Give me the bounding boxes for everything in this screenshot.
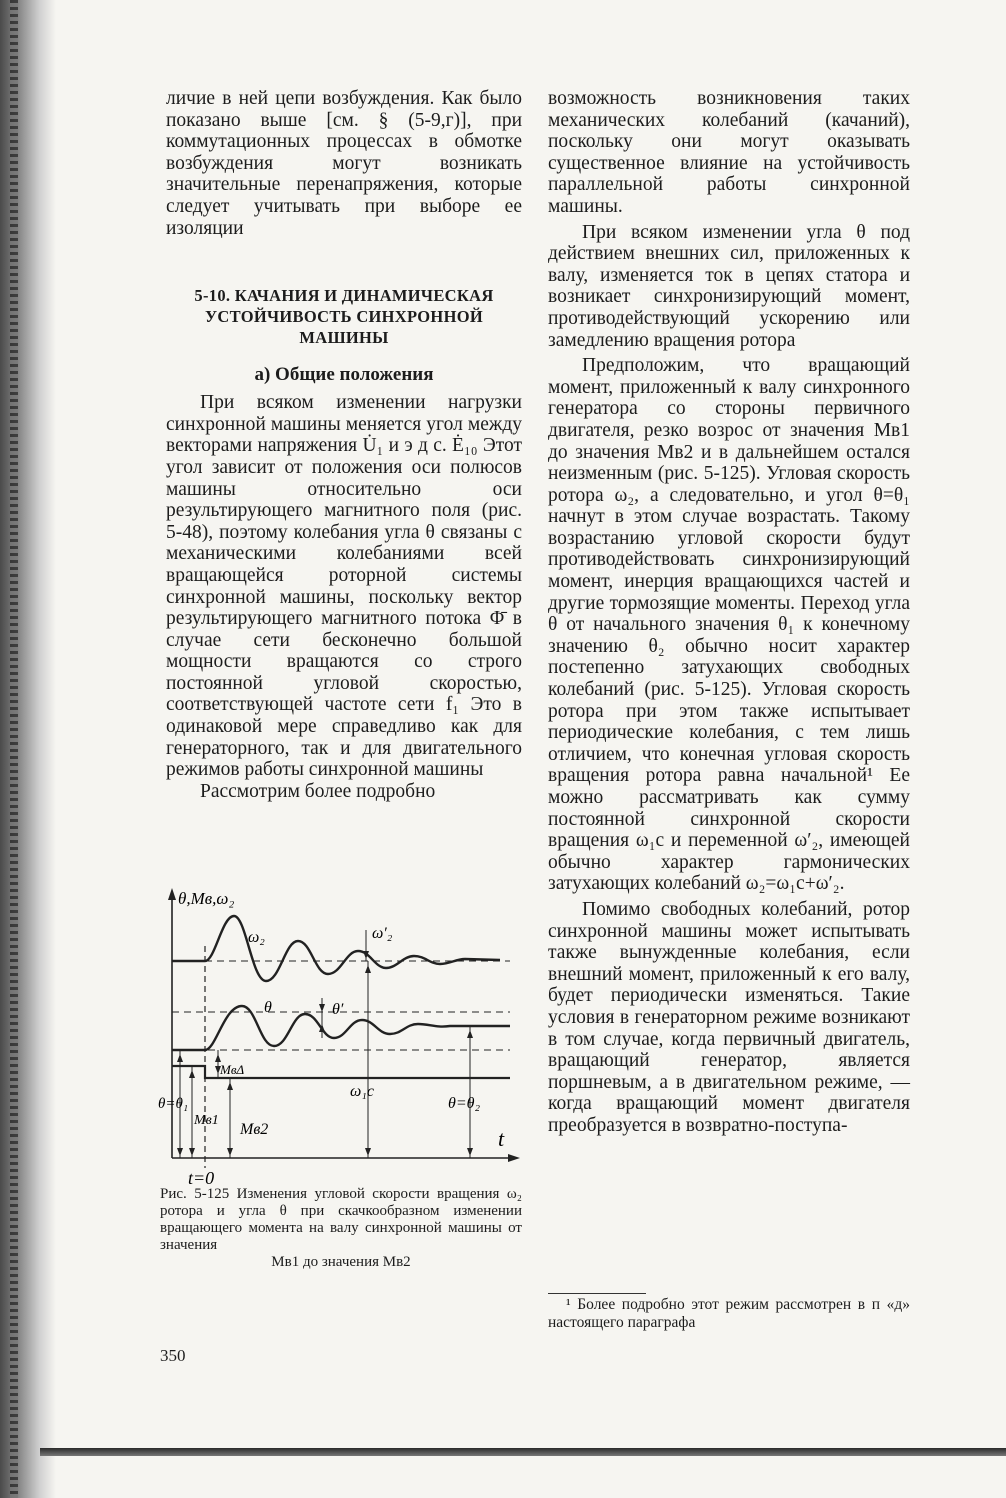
- axis-y-label: θ,Mв,ω₂: [178, 889, 235, 908]
- paragraph: При всяком изменении угла θ под действием внешних сил, приложенных к валу, изменяется ток в цепях статора и возникает синхронизирующий момент, противодействующий ускорению или замедлению вращения ротора: [548, 221, 910, 351]
- right-column: [548, 88, 910, 1137]
- caption-last-line: Mв1 до значения Mв2: [271, 1254, 411, 1270]
- arrowhead: [189, 1070, 195, 1078]
- omega2-label: ω₂: [248, 929, 265, 946]
- section-title: [166, 285, 522, 348]
- theta1-label: θ=θ₁: [158, 1096, 189, 1112]
- t-axis-arrow: [508, 1154, 520, 1162]
- paragraph: Помимо свободных колебаний, ротор синхронной машины может испытывать также вынужденные колебания, если внешний момент, приложенный к его валу, будет периодически изменяться. Такие условия в генераторном режиме возникают в том случае, когда первичный двигатель, вращающий генератор, является поршневым, а в двигательном режиме, — когда вращающий момент двигателя преобразуется в возвратно-поступа-: [548, 898, 910, 1136]
- mb2-label: Mв2: [240, 1121, 269, 1138]
- mb-delta-label: MвΔ: [220, 1062, 245, 1077]
- left-column: [166, 88, 522, 802]
- arrowhead: [177, 1054, 183, 1062]
- footnote-rule: [548, 1293, 646, 1294]
- arrowhead: [227, 1148, 233, 1156]
- theta-label: θ: [264, 999, 272, 1016]
- t0-label: t=0: [188, 1168, 215, 1188]
- footnote: ¹ Более подробно этот режим рассмотрен в п «д» настоящего параграфа: [548, 1296, 910, 1331]
- page-number: 350: [160, 1346, 186, 1365]
- figure-diagram: [158, 886, 522, 1188]
- arrowhead: [467, 1148, 473, 1156]
- theta-prime-label: θ′: [332, 1001, 344, 1018]
- omega2-curve: [172, 916, 500, 981]
- figure-5-125: [158, 886, 522, 1188]
- figure-caption: [160, 1186, 522, 1271]
- omega1c-label: ω₁с: [350, 1083, 374, 1100]
- arrowhead: [189, 1148, 195, 1156]
- axis-t-label: t: [498, 1126, 505, 1151]
- subsection-title: а) Общие положения: [254, 364, 434, 386]
- paragraph: При всяком изменении нагрузки синхронной машины меняется угол между векторами напряжения U̇₁ и э д с. Ė₁₀ Этот угол зависит от положения оси полюсов машины относительно оси результирующего магнитного поля (рис. 5-48), поэтому колебания угла θ связаны с механическими колебаниями всей вращающейся роторной системы синхронной машины, поскольку вектор результирующего магнитного потока Φ̄ в случае сети бесконечно большой мощности вращаются со строго постоянной угловой скоростью, соответствующей частоте сети f₁ Это в одинаковой мере справедливо как для генераторного, так и для двигательного режимов работы синхронной машины: [166, 392, 522, 781]
- paragraph: Предположим, что вращающий момент, приложенный к валу синхронного генератора со стороны первичного двигателя, резко возрос от значения Mв1 до значения Mв2 и в дальнейшем остался неизменным (рис. 5-125). Угловая скорость ротора ω₂, а следовательно, и угол θ=θ₁ начнут в этом случае возрастать. Такому возрастанию угловой скорости будут противодействовать синхронизирующий момент, инерция вращающихся частей и другие тормозящие моменты. Переход угла θ от начального значения θ₁ к конечному значению θ₂ обычно носит характер постепенно затухающих свободных колебаний (рис. 5-125). Угловая скорость ротора при этом также испытывает периодические колебания, с тем лишь отличием, что конечная угловая скорость вращения ротора равна начальной¹ Ее можно рассматривать как сумму постоянной синхронной скорости вращения ω₁с и переменной ω′₂, имеющей обычно характер гармонических затухающих колебаний ω₂=ω₁с+ω′₂.: [548, 355, 910, 895]
- arrowhead: [319, 1004, 325, 1012]
- arrowhead: [177, 1148, 183, 1156]
- section-title-line: УСТОЙЧИВОСТЬ СИНХРОННОЙ: [205, 307, 483, 327]
- paragraph: Рассмотрим более подробно: [200, 780, 436, 802]
- paragraph: возможность возникновения таких механических колебаний (качаний), поскольку они могут оказывать существенное влияние на устойчивость параллельной работы синхронной машины.: [548, 88, 910, 217]
- section-title-line: МАШИНЫ: [299, 328, 389, 348]
- arrowhead: [365, 1148, 371, 1156]
- arrowhead: [227, 1082, 233, 1090]
- arrowhead: [467, 1030, 473, 1038]
- theta2-label: θ=θ₂: [448, 1095, 481, 1112]
- arrowhead: [215, 1054, 221, 1062]
- caption-text: Рис. 5-125 Изменения угловой скорости вращения ω₂ ротора и угла θ при скачкообразном изменении вращающего момента на валу синхронной машины от значения: [160, 1186, 522, 1253]
- section-title-line: 5-10. КАЧАНИЯ И ДИНАМИЧЕСКАЯ: [194, 286, 494, 306]
- arrowhead: [365, 965, 371, 973]
- y-axis-arrow: [168, 888, 176, 900]
- omega2-prime-label: ω′₂: [372, 925, 393, 942]
- page-bottom-shadow: [40, 1448, 1006, 1456]
- intro-paragraph: личие в ней цепи возбуждения. Как было показано выше [см. § (5-9,г)], при коммутационных процессах в обмотке возбуждения могут возникать значительные перенапряжения, которые следует учитывать при выборе ее изоляции: [166, 88, 522, 239]
- page-binding-edge: [0, 0, 56, 1498]
- mb1-label: Mв1: [194, 1113, 219, 1128]
